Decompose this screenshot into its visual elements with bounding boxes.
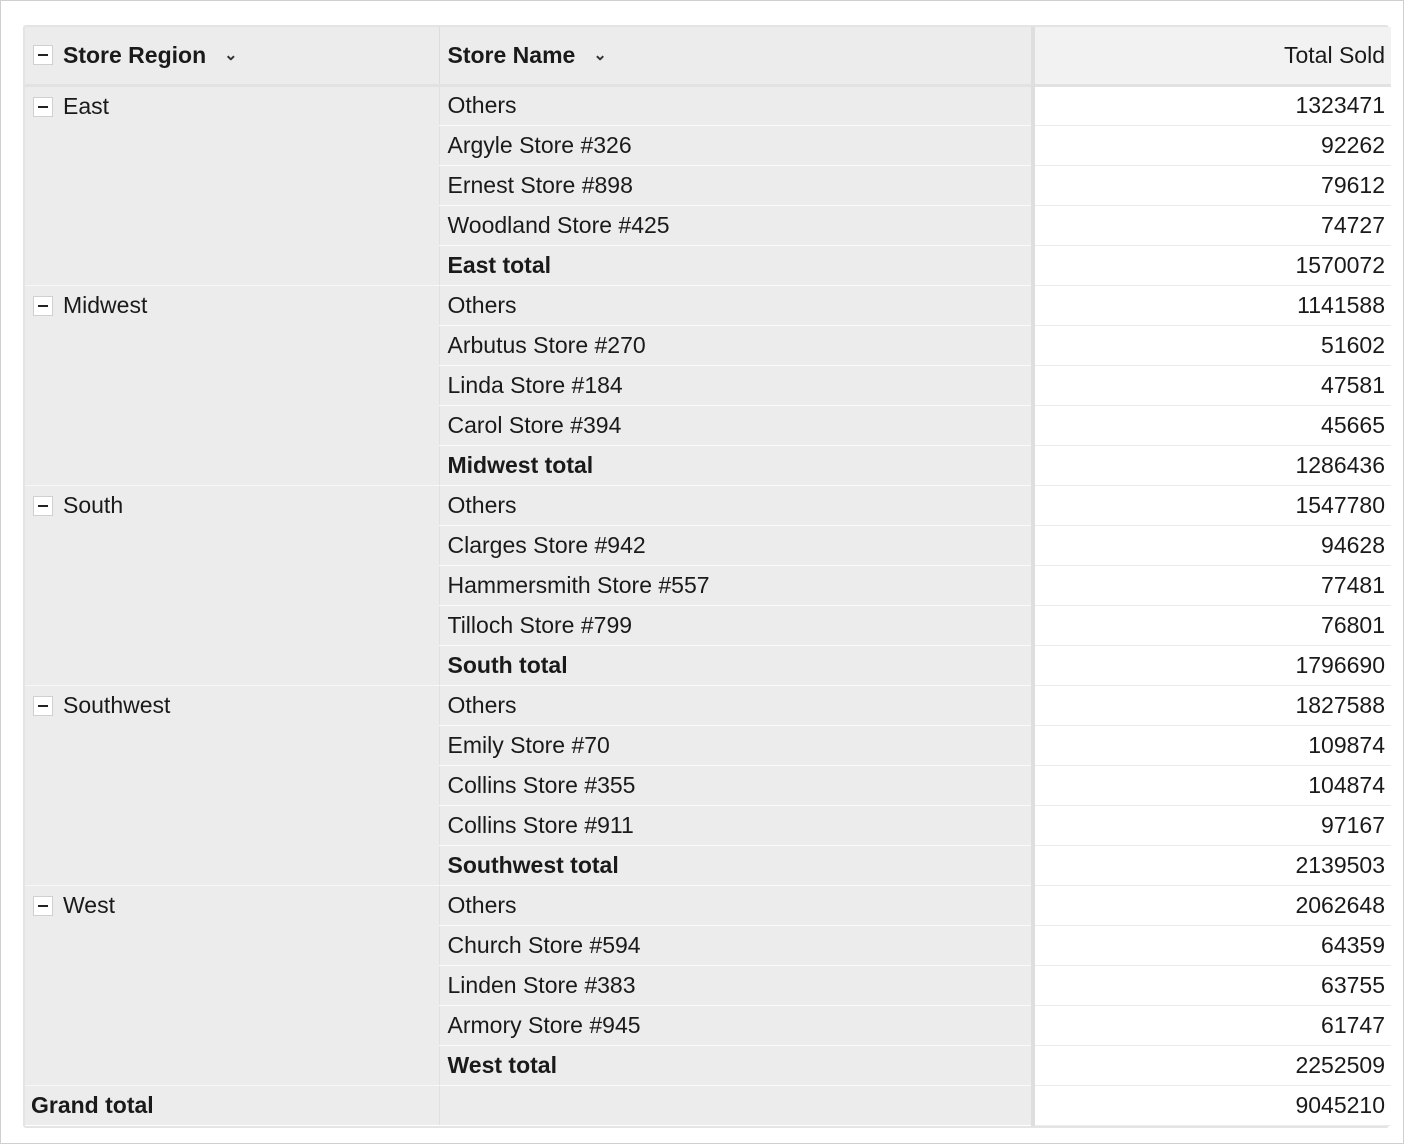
- store-name-cell: Woodland Store #425: [439, 205, 1033, 245]
- store-name-cell: Church Store #594: [439, 925, 1033, 965]
- minus-square-icon[interactable]: [33, 45, 53, 65]
- collapse-region-icon[interactable]: [33, 896, 53, 916]
- chevron-down-icon[interactable]: ⌄: [224, 47, 238, 65]
- total-sold-cell: 97167: [1033, 805, 1391, 845]
- store-name-cell: Linden Store #383: [439, 965, 1033, 1005]
- store-name-cell: Armory Store #945: [439, 1005, 1033, 1045]
- store-name-cell: Clarges Store #942: [439, 525, 1033, 565]
- store-name-cell: Linda Store #184: [439, 365, 1033, 405]
- total-sold-cell: 45665: [1033, 405, 1391, 445]
- subtotal-label: Midwest total: [439, 445, 1033, 485]
- store-region-header[interactable]: [25, 27, 439, 85]
- store-name-cell: Emily Store #70: [439, 725, 1033, 765]
- total-sold-cell: 1547780: [1033, 485, 1391, 525]
- store-name-cell: Tilloch Store #799: [439, 605, 1033, 645]
- pivot-body: [25, 85, 1391, 1125]
- collapse-region-icon[interactable]: [33, 696, 53, 716]
- table-row: [25, 485, 1391, 525]
- subtotal-label: Southwest total: [439, 845, 1033, 885]
- store-region-header-label: Store Region: [63, 41, 207, 68]
- store-name-cell: Others: [439, 485, 1033, 525]
- total-sold-cell: 94628: [1033, 525, 1391, 565]
- total-sold-cell: 104874: [1033, 765, 1391, 805]
- subtotal-label: East total: [439, 245, 1033, 285]
- table-row: [25, 885, 1391, 925]
- store-name-cell: Argyle Store #326: [439, 125, 1033, 165]
- header-row: [25, 27, 1391, 85]
- total-sold-cell: 77481: [1033, 565, 1391, 605]
- store-name-cell: Others: [439, 85, 1033, 125]
- total-sold-cell: 1827588: [1033, 685, 1391, 725]
- region-cell: [25, 685, 439, 885]
- table-row: [25, 285, 1391, 325]
- grand-total-row: [25, 1085, 1391, 1125]
- store-name-cell: Hammersmith Store #557: [439, 565, 1033, 605]
- chevron-down-icon[interactable]: ⌄: [593, 47, 607, 65]
- region-cell: [25, 85, 439, 285]
- total-sold-cell: 1141588: [1033, 285, 1391, 325]
- store-name-cell: Others: [439, 685, 1033, 725]
- region-cell: [25, 885, 439, 1085]
- subtotal-value: 1286436: [1033, 445, 1391, 485]
- subtotal-label: South total: [439, 645, 1033, 685]
- region-label: West: [63, 892, 115, 918]
- total-sold-cell: 79612: [1033, 165, 1391, 205]
- region-label: East: [63, 93, 110, 119]
- table-row: [25, 85, 1391, 125]
- region-label: South: [63, 492, 124, 518]
- grand-total-label: Grand total: [25, 1085, 439, 1125]
- total-sold-cell: 76801: [1033, 605, 1391, 645]
- subtotal-value: 1570072: [1033, 245, 1391, 285]
- total-sold-cell: 64359: [1033, 925, 1391, 965]
- total-sold-header[interactable]: [1033, 27, 1391, 85]
- total-sold-cell: 109874: [1033, 725, 1391, 765]
- subtotal-value: 1796690: [1033, 645, 1391, 685]
- region-label: Midwest: [63, 292, 148, 318]
- collapse-region-icon[interactable]: [33, 496, 53, 516]
- grand-total-value: 9045210: [1033, 1085, 1391, 1125]
- total-sold-cell: 47581: [1033, 365, 1391, 405]
- store-name-header-label: Store Name: [447, 41, 576, 68]
- store-name-cell: Collins Store #911: [439, 805, 1033, 845]
- store-name-cell: Collins Store #355: [439, 765, 1033, 805]
- total-sold-cell: 92262: [1033, 125, 1391, 165]
- total-sold-cell: 74727: [1033, 205, 1391, 245]
- collapse-region-icon[interactable]: [33, 97, 53, 117]
- store-name-cell: Arbutus Store #270: [439, 325, 1033, 365]
- subtotal-value: 2139503: [1033, 845, 1391, 885]
- store-name-cell: Others: [439, 285, 1033, 325]
- collapse-region-icon[interactable]: [33, 296, 53, 316]
- grand-total-spacer: [439, 1085, 1033, 1125]
- subtotal-value: 2252509: [1033, 1045, 1391, 1085]
- region-label: Southwest: [63, 692, 171, 718]
- store-name-cell: Ernest Store #898: [439, 165, 1033, 205]
- total-sold-cell: 1323471: [1033, 85, 1391, 125]
- table-row: [25, 685, 1391, 725]
- store-name-cell: Others: [439, 885, 1033, 925]
- total-sold-header-label: Total Sold: [1283, 41, 1385, 68]
- total-sold-cell: 63755: [1033, 965, 1391, 1005]
- region-cell: [25, 285, 439, 485]
- store-name-cell: Carol Store #394: [439, 405, 1033, 445]
- store-name-header[interactable]: [439, 27, 1033, 85]
- total-sold-cell: 51602: [1033, 325, 1391, 365]
- total-sold-cell: 2062648: [1033, 885, 1391, 925]
- pivot-table: [23, 25, 1389, 1128]
- region-cell: [25, 485, 439, 685]
- total-sold-cell: 61747: [1033, 1005, 1391, 1045]
- subtotal-label: West total: [439, 1045, 1033, 1085]
